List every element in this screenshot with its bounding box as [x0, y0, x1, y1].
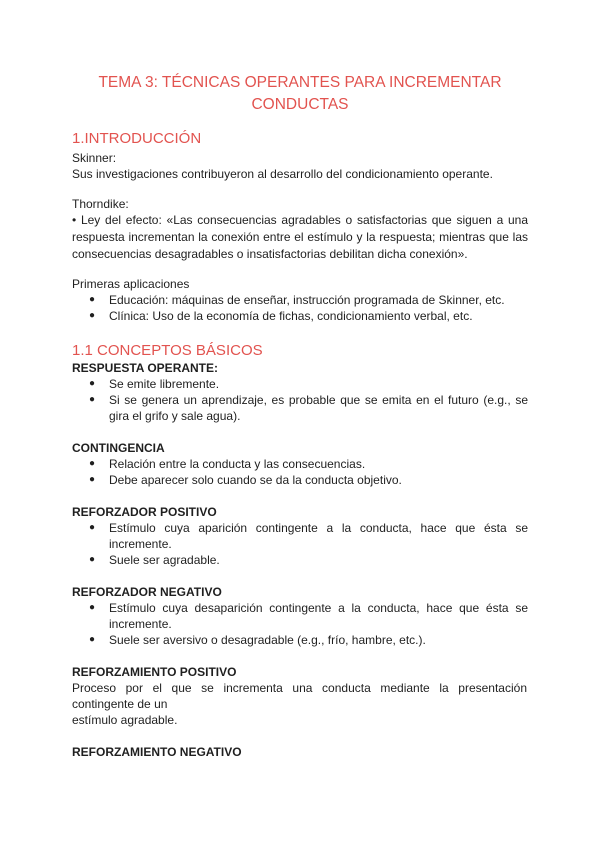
list-item-text: Estímulo cuya desaparición contingente a la conducta, hace que ésta se incremente. — [109, 601, 528, 631]
list-item — [72, 472, 528, 488]
bullet-icon: ● — [89, 294, 96, 305]
list-item-text: Clínica: Uso de la economía de fichas, condicionamiento verbal, etc. — [109, 309, 473, 323]
intro-section — [72, 150, 528, 182]
refz-positivo-section — [72, 664, 528, 728]
list-item — [72, 456, 528, 472]
bullet-icon: ● — [89, 378, 96, 389]
bullet-icon: ● — [89, 310, 96, 321]
respuesta-label: RESPUESTA OPERANTE: — [72, 361, 219, 375]
intro-heading: 1.INTRODUCCIÓN — [72, 130, 202, 147]
title-line-1: TEMA 3: TÉCNICAS OPERANTES PARA INCREMENTAR — [98, 74, 502, 91]
basics-heading: 1.1 CONCEPTOS BÁSICOS — [72, 342, 263, 359]
apps-list — [72, 292, 528, 324]
refz-negativo-label: REFORZAMIENTO NEGATIVO — [72, 745, 242, 759]
skinner-text: Sus investigaciones contribuyeron al desarrollo del condicionamiento operante. — [72, 167, 493, 181]
list-item — [72, 376, 528, 392]
list-item — [72, 392, 528, 424]
skinner-label: Skinner: — [72, 151, 117, 165]
list-item-text: Relación entre la conducta y las consecuencias. — [109, 457, 366, 471]
title-line-2: CONDUCTAS — [251, 96, 349, 113]
ref-negativo-section — [72, 584, 528, 648]
apps-section — [72, 276, 528, 324]
bullet-icon: ● — [89, 474, 96, 485]
refz-positivo-label: REFORZAMIENTO POSITIVO — [72, 665, 237, 679]
respuesta-section — [72, 360, 528, 424]
list-item-text: Se emite libremente. — [109, 377, 220, 391]
thorndike-section — [72, 196, 528, 263]
list-item — [72, 600, 528, 632]
bullet-icon: ● — [89, 458, 96, 469]
ref-positivo-section — [72, 504, 528, 568]
list-item-text: Suele ser aversivo o desagradable (e.g., frío, hambre, etc.). — [109, 633, 426, 647]
refz-negativo-section — [72, 744, 528, 760]
list-item-text: Si se genera un aprendizaje, es probable que se emita en el futuro (e.g., se gira el grifo y sale agua). — [109, 393, 528, 423]
list-item — [72, 308, 528, 324]
refz-positivo-text: Proceso por el que se incrementa una conducta mediante la presentación contingente de un — [72, 681, 527, 711]
list-item — [72, 552, 528, 568]
list-item-text: Debe aparecer solo cuando se da la conducta objetivo. — [109, 473, 402, 487]
thorndike-label: Thorndike: — [72, 197, 129, 211]
contingencia-label: CONTINGENCIA — [72, 441, 165, 455]
bullet-icon: ● — [89, 554, 96, 565]
list-item — [72, 632, 528, 648]
bullet-icon: ● — [89, 634, 96, 645]
list-item-text: Educación: máquinas de enseñar, instrucción programada de Skinner, etc. — [109, 293, 505, 307]
contingencia-section — [72, 440, 528, 488]
refz-positivo-text-2: estímulo agradable. — [72, 713, 178, 727]
list-item-text: Estímulo cuya aparición contingente a la conducta, hace que ésta se incremente. — [109, 521, 528, 551]
bullet-icon: ● — [89, 394, 96, 405]
list-item — [72, 292, 528, 308]
list-item — [72, 520, 528, 552]
document-title — [60, 72, 540, 116]
bullet-icon: ● — [89, 522, 96, 533]
ref-negativo-label: REFORZADOR NEGATIVO — [72, 585, 222, 599]
ref-positivo-label: REFORZADOR POSITIVO — [72, 505, 217, 519]
apps-label: Primeras aplicaciones — [72, 277, 190, 291]
thorndike-text: • Ley del efecto: «Las consecuencias agradables o satisfactorias que siguen a una respuesta incrementan la conexión entre el estímulo y la respuesta; mientras que las consecuencias desagradables o insatisfactorias debilitan dicha conexión». — [72, 213, 528, 261]
bullet-icon: ● — [89, 602, 96, 613]
list-item-text: Suele ser agradable. — [109, 553, 220, 567]
